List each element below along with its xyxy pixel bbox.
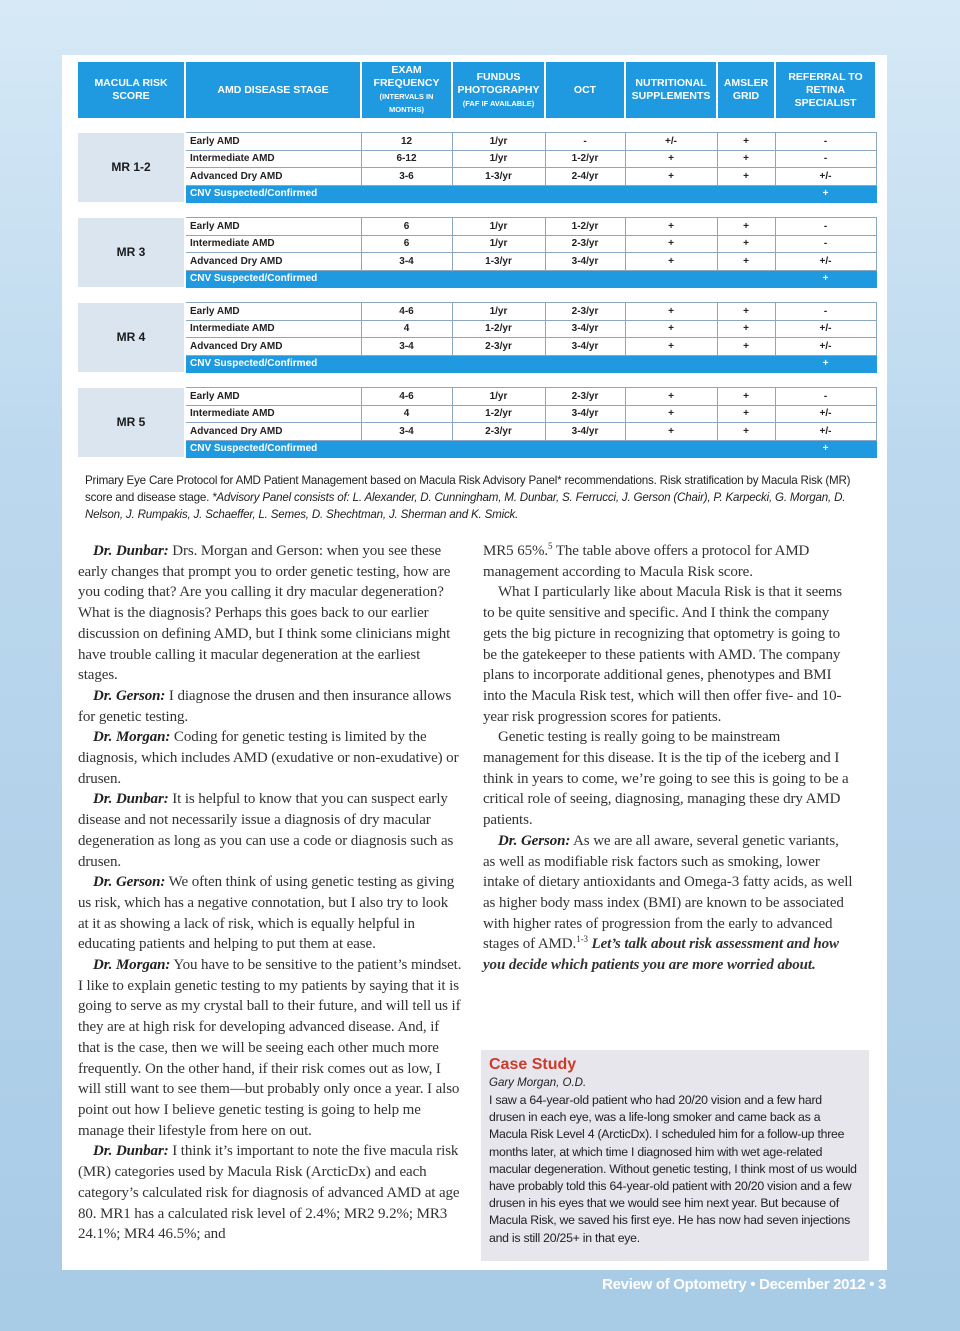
macula-risk-score: MR 5 bbox=[78, 388, 185, 458]
oct: 3-4/yr bbox=[545, 405, 625, 423]
right-paragraph-3: Genetic testing is really going to be mainstream management for this disease. It is the tip of the iceberg and I think in years to come, we’re going to see this is going to be a critical role of seeing, diagnosing, managing these dry AMD patients. bbox=[483, 729, 849, 829]
group-spacer bbox=[78, 203, 876, 218]
nutritional-supplements: + bbox=[625, 218, 717, 236]
amsler-grid: + bbox=[717, 168, 775, 186]
nutritional-supplements: + bbox=[625, 388, 717, 406]
header-sublabel: (INTERVALS IN MONTHS) bbox=[379, 92, 434, 114]
retina-referral: - bbox=[775, 133, 876, 151]
fundus-photography: 1/yr bbox=[452, 303, 545, 321]
table-header-cell bbox=[625, 62, 717, 118]
table-row bbox=[78, 235, 876, 253]
table-header-cell bbox=[361, 62, 452, 118]
header-label: AMD DISEASE STAGE bbox=[217, 83, 329, 96]
empty-cell bbox=[717, 440, 775, 458]
exam-frequency: 4-6 bbox=[361, 388, 452, 406]
amsler-grid: + bbox=[717, 235, 775, 253]
p1-text-a: MR5 65%. bbox=[483, 543, 549, 559]
oct: 3-4/yr bbox=[545, 253, 625, 271]
table-header-cell bbox=[452, 62, 545, 118]
empty-cell bbox=[717, 270, 775, 288]
empty-cell bbox=[625, 355, 717, 373]
cnv-row bbox=[78, 355, 876, 373]
empty-cell bbox=[545, 185, 625, 203]
case-study-box bbox=[481, 1050, 869, 1261]
retina-referral: + bbox=[775, 270, 876, 288]
nutritional-supplements: + bbox=[625, 253, 717, 271]
retina-referral: + bbox=[775, 185, 876, 203]
reference-superscript: 1-3 bbox=[576, 934, 588, 945]
exam-frequency: 6 bbox=[361, 218, 452, 236]
table-row bbox=[78, 253, 876, 271]
retina-referral: - bbox=[775, 150, 876, 168]
exam-frequency: 12 bbox=[361, 133, 452, 151]
retina-referral: - bbox=[775, 388, 876, 406]
retina-referral: +/- bbox=[775, 320, 876, 338]
table-header-row bbox=[78, 62, 876, 118]
oct: 3-4/yr bbox=[545, 338, 625, 356]
header-label: REFERRAL TO RETINA SPECIALIST bbox=[788, 70, 863, 109]
fundus-photography: 2-3/yr bbox=[452, 338, 545, 356]
dialogue-paragraph bbox=[78, 1141, 462, 1245]
exam-frequency: 3-4 bbox=[361, 253, 452, 271]
oct: 2-3/yr bbox=[545, 235, 625, 253]
amsler-grid: + bbox=[717, 133, 775, 151]
group-spacer bbox=[78, 373, 876, 388]
disease-stage: Intermediate AMD bbox=[185, 235, 361, 253]
disease-stage: CNV Suspected/Confirmed bbox=[185, 185, 361, 203]
fundus-photography: 2-3/yr bbox=[452, 423, 545, 441]
paragraph-text: Coding for genetic testing is limited by the diagnosis, which includes AMD (exudative or non-exudative) or drusen. bbox=[78, 729, 459, 787]
amsler-grid: + bbox=[717, 423, 775, 441]
oct: 1-2/yr bbox=[545, 218, 625, 236]
p4-question: Let’s talk about risk assessment and how you decide which patients you are more worried about. bbox=[483, 936, 839, 974]
amsler-grid: + bbox=[717, 218, 775, 236]
retina-referral: - bbox=[775, 235, 876, 253]
header-label: FUNDUS PHOTOGRAPHY bbox=[457, 70, 540, 96]
nutritional-supplements: + bbox=[625, 168, 717, 186]
speaker-name: Dr. Gerson: bbox=[93, 687, 166, 704]
empty-cell bbox=[452, 270, 545, 288]
empty-cell bbox=[361, 440, 452, 458]
amsler-grid: + bbox=[717, 303, 775, 321]
disease-stage: Early AMD bbox=[185, 133, 361, 151]
fundus-photography: 1/yr bbox=[452, 150, 545, 168]
retina-referral: +/- bbox=[775, 405, 876, 423]
header-label: EXAM FREQUENCY bbox=[373, 64, 440, 89]
oct: 2-4/yr bbox=[545, 168, 625, 186]
table-row bbox=[78, 320, 876, 338]
amsler-grid: + bbox=[717, 150, 775, 168]
empty-cell bbox=[545, 440, 625, 458]
exam-frequency: 3-4 bbox=[361, 423, 452, 441]
right-paragraph-1 bbox=[483, 541, 853, 582]
nutritional-supplements: + bbox=[625, 303, 717, 321]
table-row bbox=[78, 338, 876, 356]
exam-frequency: 4-6 bbox=[361, 303, 452, 321]
speaker-name: Dr. Dunbar: bbox=[93, 1143, 169, 1160]
paragraph-text: Drs. Morgan and Gerson: when you see these early changes that prompt you to order genetic testing, how are you coding that? Are you calling it dry macular degeneration? What is the diagnosis? Perhaps this goes back to our earlier discussion on defining AMD, but I think some clinicians might have trouble calling it macular degeneration at the earliest stages. bbox=[78, 543, 451, 684]
dialogue-paragraph bbox=[78, 541, 462, 686]
oct: 1-2/yr bbox=[545, 150, 625, 168]
right-paragraph-4 bbox=[483, 831, 853, 976]
paragraph-text: We often think of using genetic testing as giving us risk, which has a negative connotation, but I also try to look at it as showing a lack of risk, which is equally helpful in educating patients and helping to put them at ease. bbox=[78, 874, 455, 953]
disease-stage: CNV Suspected/Confirmed bbox=[185, 440, 361, 458]
disease-stage: Early AMD bbox=[185, 218, 361, 236]
speaker-name: Dr. Dunbar: bbox=[93, 791, 169, 808]
fundus-photography: 1-3/yr bbox=[452, 168, 545, 186]
exam-frequency: 4 bbox=[361, 320, 452, 338]
empty-cell bbox=[717, 355, 775, 373]
table-caption bbox=[85, 472, 880, 523]
disease-stage: Early AMD bbox=[185, 303, 361, 321]
spacer-cell bbox=[78, 288, 876, 303]
fundus-photography: 1-2/yr bbox=[452, 320, 545, 338]
disease-stage: Intermediate AMD bbox=[185, 320, 361, 338]
exam-frequency: 3-4 bbox=[361, 338, 452, 356]
cnv-row bbox=[78, 185, 876, 203]
nutritional-supplements: + bbox=[625, 338, 717, 356]
left-column bbox=[78, 541, 462, 1245]
dialogue-paragraph bbox=[78, 872, 462, 955]
retina-referral: + bbox=[775, 440, 876, 458]
retina-referral: +/- bbox=[775, 168, 876, 186]
table-header-cell bbox=[185, 62, 361, 118]
spacer-cell bbox=[78, 203, 876, 218]
retina-referral: - bbox=[775, 218, 876, 236]
speaker-name: Dr. Morgan: bbox=[93, 729, 171, 746]
empty-cell bbox=[717, 185, 775, 203]
nutritional-supplements: + bbox=[625, 320, 717, 338]
retina-referral: +/- bbox=[775, 423, 876, 441]
amsler-grid: + bbox=[717, 405, 775, 423]
disease-stage: CNV Suspected/Confirmed bbox=[185, 355, 361, 373]
empty-cell bbox=[625, 185, 717, 203]
empty-cell bbox=[545, 355, 625, 373]
fundus-photography: 1-2/yr bbox=[452, 405, 545, 423]
amsler-grid: + bbox=[717, 253, 775, 271]
table-header-cell bbox=[717, 62, 775, 118]
table-header-cell bbox=[545, 62, 625, 118]
disease-stage: Early AMD bbox=[185, 388, 361, 406]
cnv-row bbox=[78, 440, 876, 458]
fundus-photography: 1/yr bbox=[452, 218, 545, 236]
oct: 2-3/yr bbox=[545, 388, 625, 406]
retina-referral: - bbox=[775, 303, 876, 321]
paragraph-text: It is helpful to know that you can suspect early disease and not necessarily issue a diagnosis of dry macular degeneration as long as you can use a code or diagnosis such as drusen. bbox=[78, 791, 454, 870]
empty-cell bbox=[452, 440, 545, 458]
disease-stage: Advanced Dry AMD bbox=[185, 423, 361, 441]
fundus-photography: 1/yr bbox=[452, 235, 545, 253]
p1-text-b: The table above offers a protocol for AMD management according to Macula Risk score. bbox=[483, 543, 810, 580]
nutritional-supplements: + bbox=[625, 235, 717, 253]
table-row bbox=[78, 405, 876, 423]
table-row bbox=[78, 218, 876, 236]
header-label: OCT bbox=[573, 83, 597, 96]
oct: 3-4/yr bbox=[545, 423, 625, 441]
amd-protocol-table bbox=[78, 62, 877, 458]
disease-stage: Advanced Dry AMD bbox=[185, 168, 361, 186]
right-paragraph-2: What I particularly like about Macula Risk is that it seems to be quite sensitive and specific. And I think the company gets the big picture in recognizing that optometry is going to be the gatekeeper to these patients with AMD. The company plans to incorporate additional genes, phenotypes and BMI into the Macula Risk test, which will then offer five- and 10-year risk progression scores for patients. bbox=[483, 584, 843, 725]
oct: - bbox=[545, 133, 625, 151]
header-sublabel: (FAF IF AVAILABLE) bbox=[462, 98, 535, 108]
table-header-cell bbox=[78, 62, 185, 118]
table-row bbox=[78, 423, 876, 441]
retina-referral: +/- bbox=[775, 253, 876, 271]
table-header-cell bbox=[775, 62, 876, 118]
table-row bbox=[78, 150, 876, 168]
macula-risk-score: MR 4 bbox=[78, 303, 185, 373]
dialogue-paragraph bbox=[78, 789, 462, 872]
empty-cell bbox=[452, 185, 545, 203]
table-row bbox=[78, 303, 876, 321]
dialogue-paragraph bbox=[78, 955, 462, 1141]
header-label: AMSLER GRID bbox=[723, 77, 769, 102]
oct: 3-4/yr bbox=[545, 320, 625, 338]
exam-frequency: 6-12 bbox=[361, 150, 452, 168]
disease-stage: Advanced Dry AMD bbox=[185, 253, 361, 271]
dialogue-paragraph bbox=[78, 686, 462, 727]
p4-text: As we are all aware, several genetic variants, as well as modifiable risk factors such as smoking, lower intake of dietary antioxidants and Omega-3 fatty acids, as well as higher body mass index (BMI) are known to be associated with higher rates of progression from the early to advanced stages of AMD. bbox=[483, 832, 853, 953]
empty-cell bbox=[625, 270, 717, 288]
speaker-name: Dr. Dunbar: bbox=[93, 543, 169, 559]
dialogue-paragraph bbox=[78, 727, 462, 789]
empty-cell bbox=[545, 270, 625, 288]
right-column bbox=[483, 541, 853, 976]
disease-stage: Advanced Dry AMD bbox=[185, 338, 361, 356]
case-study-author: Gary Morgan, O.D. bbox=[489, 1077, 587, 1089]
speaker-name: Dr. Gerson: bbox=[498, 832, 571, 849]
disease-stage: Intermediate AMD bbox=[185, 150, 361, 168]
footer-text: Review of Optometry • December 2012 • 3 bbox=[602, 1276, 886, 1293]
fundus-photography: 1/yr bbox=[452, 388, 545, 406]
paragraph-text: You have to be sensitive to the patient’s mindset. I like to explain genetic testing to my patients by saying that it is going to serve as my crystal ball to their future, and will tell us if they are at high risk for developing advanced disease. And, if that is the case, then we will be seeing each other much more frequently. On the other hand, if their risk comes out as low, I will still want to see them—but probably only once a year. I also point out how I believe genetic testing is going to help me manage their lifestyle from here on out. bbox=[78, 957, 462, 1139]
caption-advisory-panel: *Advisory Panel consists of: L. Alexander, D. Cunningham, M. Dunbar, S. Ferrucci, J. Gerson (Chair), P. Karpecki, G. Morgan, D. Nelson, J. Rumpakis, J. Schaeffer, L. Semes, D. Shechtman, J. Sherman and K. Smick. bbox=[85, 491, 846, 521]
amd-protocol-table-wrapper bbox=[78, 62, 876, 458]
macula-risk-score: MR 3 bbox=[78, 218, 185, 288]
empty-cell bbox=[361, 185, 452, 203]
nutritional-supplements: + bbox=[625, 405, 717, 423]
case-study-title: Case Study bbox=[489, 1056, 577, 1073]
spacer-cell bbox=[78, 118, 876, 133]
retina-referral: +/- bbox=[775, 338, 876, 356]
group-spacer bbox=[78, 288, 876, 303]
nutritional-supplements: + bbox=[625, 150, 717, 168]
amsler-grid: + bbox=[717, 388, 775, 406]
empty-cell bbox=[625, 440, 717, 458]
table-row bbox=[78, 388, 876, 406]
cnv-row bbox=[78, 270, 876, 288]
header-label: MACULA RISK SCORE bbox=[94, 77, 168, 102]
table-body bbox=[78, 118, 876, 458]
retina-referral: + bbox=[775, 355, 876, 373]
macula-risk-score: MR 1-2 bbox=[78, 133, 185, 203]
speaker-name: Dr. Gerson: bbox=[93, 874, 166, 891]
paragraph-text: I think it’s important to note the five macula risk (MR) categories used by Macula Risk (ArcticDx) and each category’s calculated risk for diagnosis of advanced AMD at age 80. MR1 has a calculated risk level of 2.4%; MR2 9.2%; MR3 24.1%; MR4 46.5%; and bbox=[78, 1143, 460, 1243]
fundus-photography: 1/yr bbox=[452, 133, 545, 151]
amsler-grid: + bbox=[717, 320, 775, 338]
spacer-cell bbox=[78, 373, 876, 388]
group-spacer bbox=[78, 118, 876, 133]
empty-cell bbox=[361, 270, 452, 288]
paragraph-text: I diagnose the drusen and then insurance allows for genetic testing. bbox=[78, 687, 452, 725]
empty-cell bbox=[361, 355, 452, 373]
table-row bbox=[78, 133, 876, 151]
fundus-photography: 1-3/yr bbox=[452, 253, 545, 271]
nutritional-supplements: + bbox=[625, 423, 717, 441]
amsler-grid: + bbox=[717, 338, 775, 356]
empty-cell bbox=[452, 355, 545, 373]
table-row bbox=[78, 168, 876, 186]
exam-frequency: 3-6 bbox=[361, 168, 452, 186]
caption-main: Primary Eye Care Protocol for AMD Patient Management based on Macula Risk Advisory Panel* recommendations. Risk stratification by Macula Risk (MR) score and disease stage. bbox=[85, 474, 851, 504]
speaker-name: Dr. Morgan: bbox=[93, 957, 171, 974]
oct: 2-3/yr bbox=[545, 303, 625, 321]
reference-superscript: 5 bbox=[548, 541, 553, 551]
nutritional-supplements: +/- bbox=[625, 133, 717, 151]
exam-frequency: 6 bbox=[361, 235, 452, 253]
disease-stage: Intermediate AMD bbox=[185, 405, 361, 423]
header-label: NUTRITIONAL SUPPLEMENTS bbox=[631, 77, 711, 102]
exam-frequency: 4 bbox=[361, 405, 452, 423]
disease-stage: CNV Suspected/Confirmed bbox=[185, 270, 361, 288]
case-study-body: I saw a 64-year-old patient who had 20/20 vision and a few hard drusen in each eye, was a life-long smoker and came back as a Macula Risk Level 4 (ArcticDx). I scheduled him for a follow-up three months later, at which time I diagnosed him with wet age-related macular degeneration. Without genetic testing, I think most of us would have probably told this 64-year-old patient with 20/20 vision and a few drusen in his eyes that we would see him next year. But because of Macula Risk, we saved his first eye. He has now had seven injections and is still 20/25+ in that eye. bbox=[489, 1093, 857, 1245]
